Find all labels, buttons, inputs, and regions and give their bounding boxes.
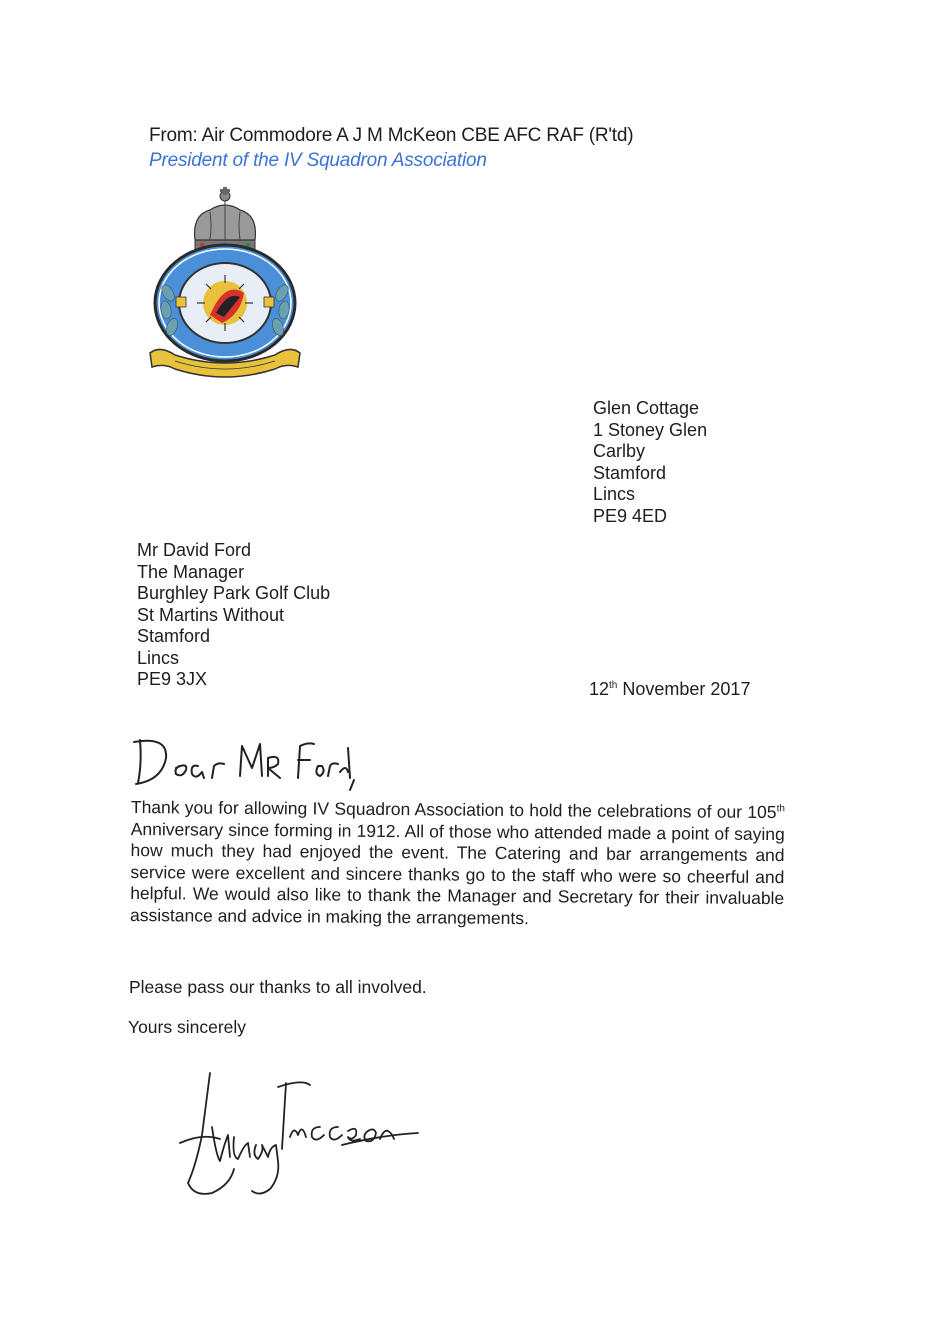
closing-line: Yours sincerely xyxy=(128,1017,247,1037)
crown-icon xyxy=(195,187,256,250)
recipient-address-line: Stamford xyxy=(137,626,211,646)
recipient-address-line: PE9 3JX xyxy=(137,669,208,689)
sender-address-line: Glen Cottage xyxy=(593,398,700,418)
sender-address-line: Lincs xyxy=(593,484,636,504)
body-ordinal-suffix: th xyxy=(776,803,785,815)
date-day: 12 xyxy=(589,679,610,699)
sender-address-line: PE9 4ED xyxy=(593,505,668,526)
sender-address xyxy=(593,398,707,527)
body-text-part2: Anniversary since forming in 1912. All of those who attended made a point of saying how much they had enjoyed the event. The Catering and bar arrangements and service were excellent and sincere thanks go to the staff who were so cheerful and helpful. We would also like to thank the Manager and Secretary for their invaluable assistance and advice in making the arrangements. xyxy=(129,818,785,929)
sender-address-line: 1 Stoney Glen xyxy=(593,419,708,440)
from-line: From: Air Commodore A J M McKeon CBE AFC RAF (R'td) xyxy=(149,125,634,146)
letter-date xyxy=(589,679,750,700)
recipient-address xyxy=(137,540,330,691)
date-rest: November 2017 xyxy=(617,679,751,699)
date-suffix: th xyxy=(609,680,618,691)
recipient-address-line: Burghley Park Golf Club xyxy=(137,583,331,603)
signature-icon xyxy=(172,1065,422,1205)
pass-thanks-line: Please pass our thanks to all involved. xyxy=(129,977,427,997)
handwritten-salutation xyxy=(128,728,358,798)
sender-address-line: Carlby xyxy=(593,441,646,461)
squadron-crest-icon xyxy=(140,185,310,390)
letter-body xyxy=(130,797,785,932)
body-text-part1: Thank you for allowing IV Squadron Association to hold the celebrations of our 105 xyxy=(130,797,777,823)
recipient-address-line: The Manager xyxy=(137,561,245,582)
sender-address-line: Stamford xyxy=(593,462,667,483)
recipient-address-line: St Martins Without xyxy=(137,604,285,625)
recipient-address-line: Lincs xyxy=(137,647,180,668)
president-title: President of the IV Squadron Association xyxy=(149,150,487,171)
recipient-address-line: Mr David Ford xyxy=(137,540,252,560)
